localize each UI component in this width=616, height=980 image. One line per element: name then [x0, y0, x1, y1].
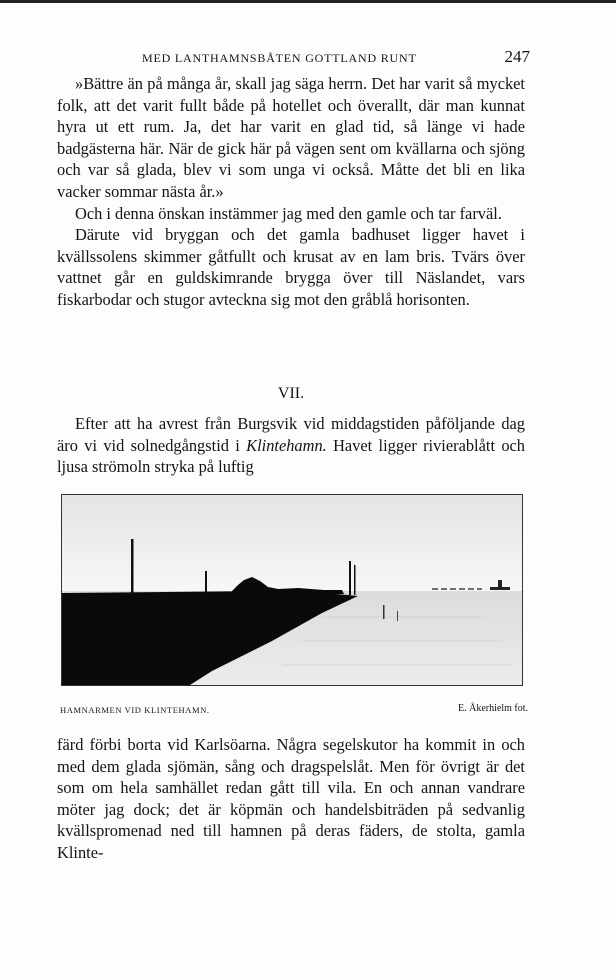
place-name: Klintehamn.	[246, 435, 327, 455]
text-block-middle	[57, 413, 525, 478]
page-header	[60, 49, 530, 69]
arrival-text-end: Havet ligger rivierablått och ljusa strömoln stryka på luftig	[57, 435, 525, 477]
evening-paragraph: färd förbi borta vid Karlsöarna. Några segelskutor ha kommit in och med dem glada sjömän, sång och dragspelslåt. Men för övrigt är det som om hela samhället redan gått till vila. En och annan vandrare möter jag dock; det är köpmän och handelsbiträden på sedvanlig kvällspromenad ned till hamnen på deras fäders, de stolta, gamla Klinte-	[57, 735, 525, 862]
section-heading: VII.	[277, 385, 305, 402]
reflection	[397, 611, 398, 621]
quote-paragraph: »Bättre än på många år, skall jag säga herrn. Det har varit så mycket folk, att det varit fullt både på hotellet och överallt, där man kunnat hyra ut ett rum. Ja, det har varit en glad tid, så länge vi hade badgästerna här. När de gick här på vägen sent om kvällarna och sjöng och var så glada, blev vi som unga vi också. Måtte det bli en lika vacker sommar nästa år.»	[57, 74, 525, 201]
page-number: 247	[504, 47, 530, 66]
harbour-photo-drawing	[62, 495, 522, 685]
text-block-bottom	[57, 734, 525, 864]
harbour-photo	[61, 494, 523, 686]
caption-title: HAMNARMEN VID KLINTEHAMN.	[60, 705, 210, 715]
arrival-paragraph	[57, 413, 525, 478]
ship-mast	[354, 565, 356, 595]
ship-mast	[205, 571, 207, 595]
top-rule	[0, 0, 616, 3]
ship-mast	[131, 539, 134, 595]
running-title: MED LANTHAMNSBÅTEN GOTTLAND RUNT	[142, 51, 417, 65]
ship-mast	[349, 561, 351, 595]
text-block-top	[57, 73, 525, 311]
reflection	[383, 605, 385, 619]
farewell-paragraph: Och i denna önskan instämmer jag med den gamle och tar farväl.	[75, 203, 502, 223]
arrival-text-start: Efter att ha avrest från Burgsvik vid middagstiden påföljande dag äro vi vid solnedgångstid i	[57, 414, 525, 455]
sea-paragraph: Därute vid bryggan och det gamla badhuset ligger havet i kvällssolens skimmer gåtfullt och krusat av en lam bris. Tvärs över vattnet går en guldskimrande brygga över till Näslandet, vars fiskarbodar och stugor avteckna sig mot den gråblå horisonten.	[57, 225, 525, 309]
figure-caption	[60, 704, 528, 718]
photo-credit: E. Åkerhielm fot.	[458, 703, 528, 714]
